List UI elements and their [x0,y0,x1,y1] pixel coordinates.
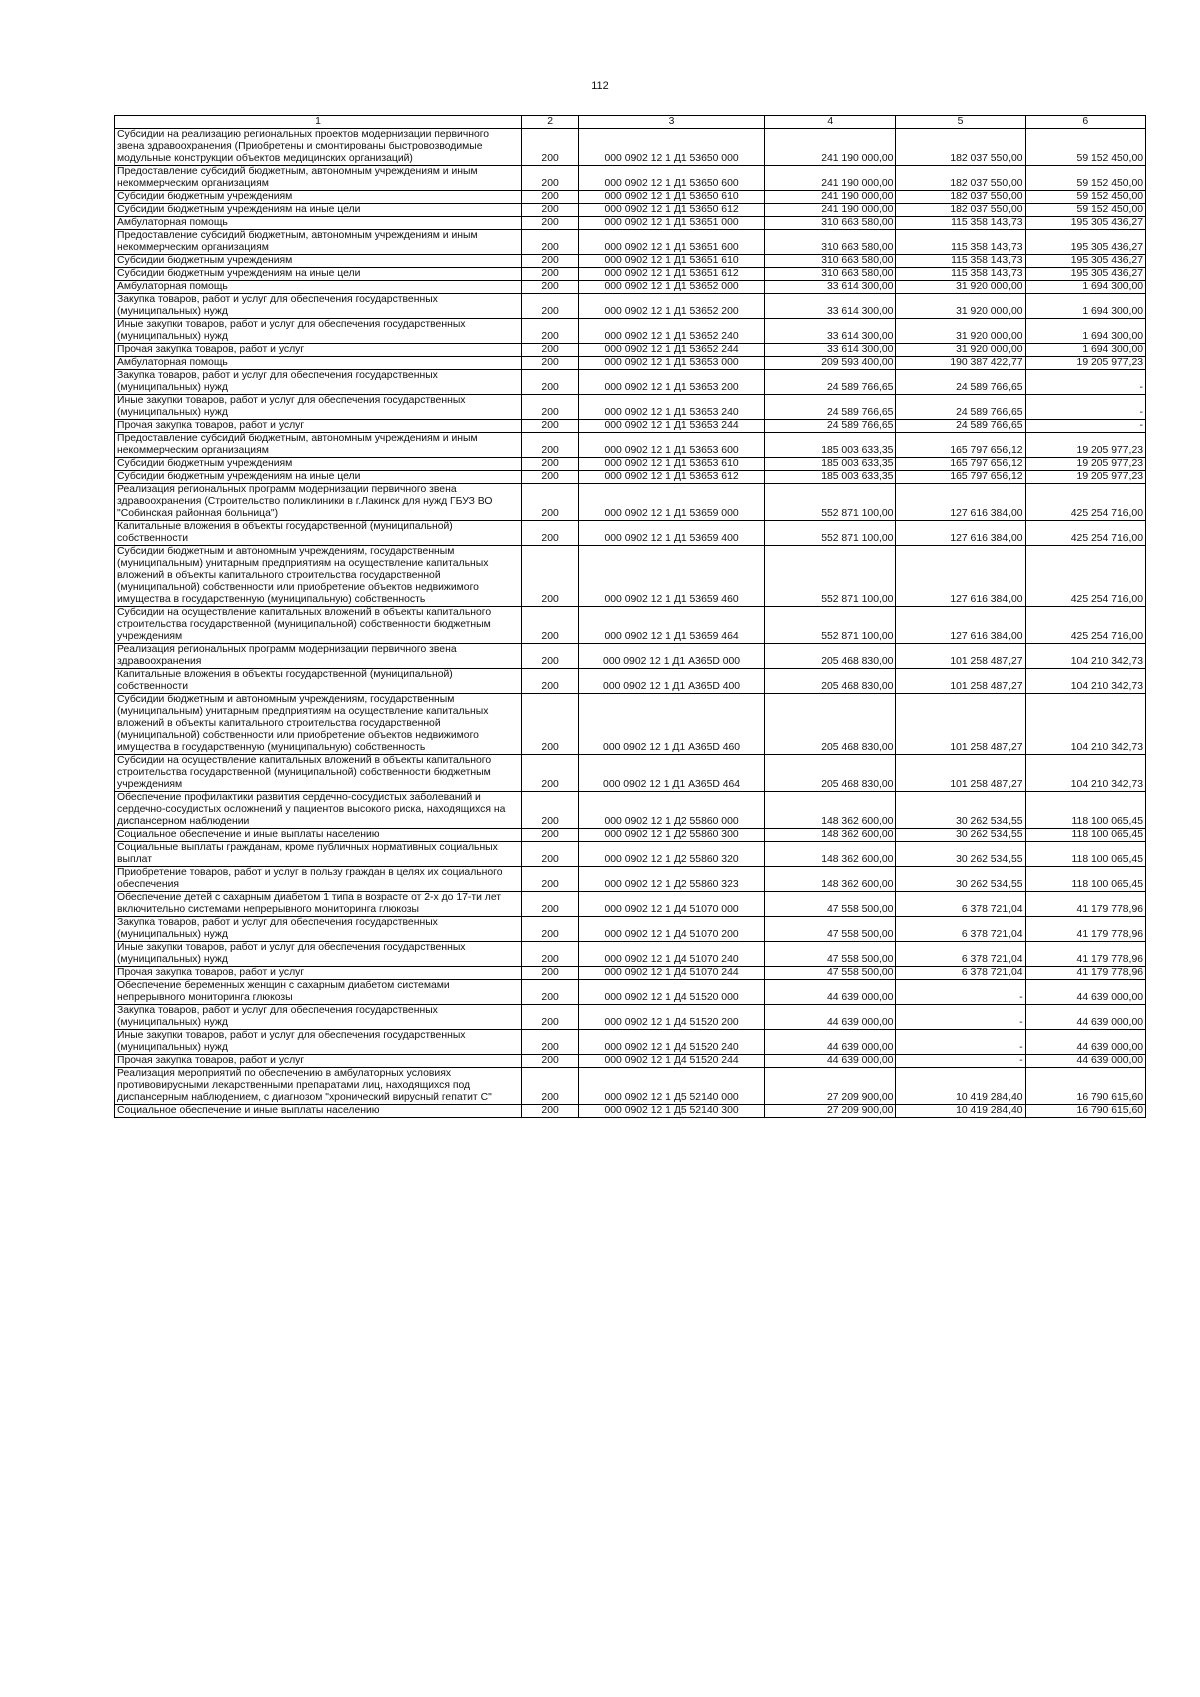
admin-code-cell: 200 [522,471,579,484]
column-header: 5 [896,116,1025,129]
unexecuted-amount-cell: 195 305 436,27 [1025,230,1145,255]
classification-code-cell: 000 0902 12 1 Д4 51520 200 [579,1005,765,1030]
assigned-amount-cell: 24 589 766,65 [765,420,896,433]
table-row [115,281,1146,294]
table-row [115,1005,1146,1030]
classification-code-cell: 000 0902 12 1 Д1 53650 610 [579,191,765,204]
classification-code-cell: 000 0902 12 1 Д1 53650 600 [579,166,765,191]
admin-code-cell: 200 [522,917,579,942]
assigned-amount-cell: 148 362 600,00 [765,842,896,867]
assigned-amount-cell: 33 614 300,00 [765,281,896,294]
unexecuted-amount-cell: 104 210 342,73 [1025,755,1145,792]
admin-code-cell: 200 [522,370,579,395]
unexecuted-amount-cell: 41 179 778,96 [1025,917,1145,942]
row-name-cell: Социальное обеспечение и иные выплаты населению [115,829,522,842]
executed-amount-cell: 101 258 487,27 [896,755,1025,792]
classification-code-cell: 000 0902 12 1 Д2 55860 323 [579,867,765,892]
table-row [115,166,1146,191]
row-name-cell: Предоставление субсидий бюджетным, автономным учреждениям и иным некоммерческим организациям [115,433,522,458]
executed-amount-cell: - [896,1005,1025,1030]
admin-code-cell: 200 [522,755,579,792]
unexecuted-amount-cell: 59 152 450,00 [1025,191,1145,204]
unexecuted-amount-cell: 59 152 450,00 [1025,166,1145,191]
unexecuted-amount-cell: 19 205 977,23 [1025,458,1145,471]
unexecuted-amount-cell: 44 639 000,00 [1025,1055,1145,1068]
classification-code-cell: 000 0902 12 1 Д1 А365D 400 [579,669,765,694]
classification-code-cell: 000 0902 12 1 Д1 А365D 460 [579,694,765,755]
unexecuted-amount-cell: 104 210 342,73 [1025,694,1145,755]
table-row [115,420,1146,433]
executed-amount-cell: 127 616 384,00 [896,546,1025,607]
unexecuted-amount-cell: 118 100 065,45 [1025,792,1145,829]
classification-code-cell: 000 0902 12 1 Д2 55860 300 [579,829,765,842]
classification-code-cell: 000 0902 12 1 Д1 53659 464 [579,607,765,644]
classification-code-cell: 000 0902 12 1 Д1 53651 612 [579,268,765,281]
assigned-amount-cell: 47 558 500,00 [765,942,896,967]
row-name-cell: Обеспечение беременных женщин с сахарным диабетом системами непрерывного мониторинга глюкозы [115,980,522,1005]
executed-amount-cell: 10 419 284,40 [896,1068,1025,1105]
unexecuted-amount-cell: 195 305 436,27 [1025,255,1145,268]
row-name-cell: Субсидии бюджетным учреждениям на иные цели [115,204,522,217]
row-name-cell: Иные закупки товаров, работ и услуг для обеспечения государственных (муниципальных) нужд [115,1030,522,1055]
admin-code-cell: 200 [522,395,579,420]
executed-amount-cell: 30 262 534,55 [896,792,1025,829]
row-name-cell: Субсидии бюджетным учреждениям [115,191,522,204]
assigned-amount-cell: 185 003 633,35 [765,458,896,471]
table-row [115,867,1146,892]
executed-amount-cell: 165 797 656,12 [896,471,1025,484]
classification-code-cell: 000 0902 12 1 Д2 55860 000 [579,792,765,829]
admin-code-cell: 200 [522,1055,579,1068]
executed-amount-cell: 182 037 550,00 [896,166,1025,191]
classification-code-cell: 000 0902 12 1 Д1 53651 600 [579,230,765,255]
admin-code-cell: 200 [522,319,579,344]
classification-code-cell: 000 0902 12 1 Д1 53651 610 [579,255,765,268]
table-row [115,344,1146,357]
classification-code-cell: 000 0902 12 1 Д1 53653 000 [579,357,765,370]
row-name-cell: Прочая закупка товаров, работ и услуг [115,344,522,357]
unexecuted-amount-cell: 41 179 778,96 [1025,942,1145,967]
unexecuted-amount-cell: 59 152 450,00 [1025,129,1145,166]
table-row [115,294,1146,319]
admin-code-cell: 200 [522,842,579,867]
table-row [115,1030,1146,1055]
row-name-cell: Социальное обеспечение и иные выплаты населению [115,1105,522,1118]
executed-amount-cell: 182 037 550,00 [896,129,1025,166]
column-header: 6 [1025,116,1145,129]
assigned-amount-cell: 310 663 580,00 [765,268,896,281]
row-name-cell: Субсидии бюджетным учреждениям [115,458,522,471]
assigned-amount-cell: 241 190 000,00 [765,204,896,217]
unexecuted-amount-cell: 1 694 300,00 [1025,319,1145,344]
table-row [115,268,1146,281]
unexecuted-amount-cell: 1 694 300,00 [1025,344,1145,357]
unexecuted-amount-cell: 118 100 065,45 [1025,829,1145,842]
row-name-cell: Реализация региональных программ модернизации первичного звена здравоохранения (Строительство поликлиники в г.Лакинск для нужд ГБУЗ ВО "Собинская районная больница") [115,484,522,521]
row-name-cell: Реализация мероприятий по обеспечению в амбулаторных условиях противовирусными лекарственными препаратами лиц, находящихся под диспансерным наблюдением, с диагнозом "хронический вирусный гепатит С" [115,1068,522,1105]
admin-code-cell: 200 [522,546,579,607]
classification-code-cell: 000 0902 12 1 Д1 53653 244 [579,420,765,433]
table-row [115,370,1146,395]
table-row [115,521,1146,546]
table-row [115,967,1146,980]
executed-amount-cell: 101 258 487,27 [896,694,1025,755]
admin-code-cell: 200 [522,268,579,281]
assigned-amount-cell: 552 871 100,00 [765,521,896,546]
unexecuted-amount-cell: - [1025,420,1145,433]
table-row [115,917,1146,942]
executed-amount-cell: 182 037 550,00 [896,191,1025,204]
row-name-cell: Иные закупки товаров, работ и услуг для обеспечения государственных (муниципальных) нужд [115,319,522,344]
classification-code-cell: 000 0902 12 1 Д1 53650 612 [579,204,765,217]
assigned-amount-cell: 44 639 000,00 [765,1030,896,1055]
assigned-amount-cell: 44 639 000,00 [765,1055,896,1068]
admin-code-cell: 200 [522,892,579,917]
row-name-cell: Реализация региональных программ модернизации первичного звена здравоохранения [115,644,522,669]
unexecuted-amount-cell: 41 179 778,96 [1025,967,1145,980]
row-name-cell: Субсидии на осуществление капитальных вложений в объекты капитального строительства государственной (муниципальной) собственности бюджетным учреждениям [115,755,522,792]
unexecuted-amount-cell: 16 790 615,60 [1025,1068,1145,1105]
table-row [115,980,1146,1005]
row-name-cell: Иные закупки товаров, работ и услуг для обеспечения государственных (муниципальных) нужд [115,942,522,967]
table-row [115,546,1146,607]
admin-code-cell: 200 [522,230,579,255]
executed-amount-cell: 127 616 384,00 [896,607,1025,644]
row-name-cell: Капитальные вложения в объекты государственной (муниципальной) собственности [115,521,522,546]
row-name-cell: Субсидии бюджетным и автономным учреждениям, государственным (муниципальным) унитарным предприятиям на осуществление капитальных вложений в объекты капитального строительства государственной (муниципальной) собственности или приобретение объектов недвижимого имущества в государственную (муниципальную) собственность [115,546,522,607]
table-row [115,669,1146,694]
classification-code-cell: 000 0902 12 1 Д1 53653 240 [579,395,765,420]
admin-code-cell: 200 [522,484,579,521]
assigned-amount-cell: 241 190 000,00 [765,166,896,191]
table-row [115,842,1146,867]
table-row [115,694,1146,755]
assigned-amount-cell: 24 589 766,65 [765,395,896,420]
table-row [115,217,1146,230]
admin-code-cell: 200 [522,867,579,892]
assigned-amount-cell: 148 362 600,00 [765,829,896,842]
admin-code-cell: 200 [522,942,579,967]
classification-code-cell: 000 0902 12 1 Д4 51070 244 [579,967,765,980]
executed-amount-cell: 31 920 000,00 [896,344,1025,357]
executed-amount-cell: 24 589 766,65 [896,395,1025,420]
row-name-cell: Субсидии бюджетным учреждениям на иные цели [115,471,522,484]
unexecuted-amount-cell: 1 694 300,00 [1025,294,1145,319]
table-row [115,792,1146,829]
admin-code-cell: 200 [522,607,579,644]
classification-code-cell: 000 0902 12 1 Д1 А365D 000 [579,644,765,669]
executed-amount-cell: 10 419 284,40 [896,1105,1025,1118]
unexecuted-amount-cell: 1 694 300,00 [1025,281,1145,294]
admin-code-cell: 200 [522,420,579,433]
admin-code-cell: 200 [522,166,579,191]
table-row [115,1068,1146,1105]
assigned-amount-cell: 47 558 500,00 [765,892,896,917]
assigned-amount-cell: 205 468 830,00 [765,644,896,669]
executed-amount-cell: 6 378 721,04 [896,892,1025,917]
table-row [115,458,1146,471]
admin-code-cell: 200 [522,129,579,166]
page-number: 112 [591,80,609,92]
row-name-cell: Амбулаторная помощь [115,281,522,294]
admin-code-cell: 200 [522,433,579,458]
unexecuted-amount-cell: - [1025,395,1145,420]
assigned-amount-cell: 185 003 633,35 [765,433,896,458]
table-row [115,892,1146,917]
executed-amount-cell: 165 797 656,12 [896,458,1025,471]
row-name-cell: Приобретение товаров, работ и услуг в пользу граждан в целях их социального обеспечения [115,867,522,892]
assigned-amount-cell: 27 209 900,00 [765,1105,896,1118]
unexecuted-amount-cell: - [1025,370,1145,395]
table-row [115,829,1146,842]
assigned-amount-cell: 310 663 580,00 [765,217,896,230]
assigned-amount-cell: 205 468 830,00 [765,694,896,755]
classification-code-cell: 000 0902 12 1 Д4 51520 244 [579,1055,765,1068]
executed-amount-cell: 30 262 534,55 [896,829,1025,842]
admin-code-cell: 200 [522,255,579,268]
column-number-header-row [115,116,1146,129]
admin-code-cell: 200 [522,521,579,546]
unexecuted-amount-cell: 19 205 977,23 [1025,357,1145,370]
executed-amount-cell: 115 358 143,73 [896,268,1025,281]
table-row [115,755,1146,792]
assigned-amount-cell: 24 589 766,65 [765,370,896,395]
row-name-cell: Субсидии на осуществление капитальных вложений в объекты капитального строительства государственной (муниципальной) собственности бюджетным учреждениям [115,607,522,644]
classification-code-cell: 000 0902 12 1 Д1 53650 000 [579,129,765,166]
table-row [115,230,1146,255]
admin-code-cell: 200 [522,792,579,829]
row-name-cell: Амбулаторная помощь [115,217,522,230]
executed-amount-cell: 6 378 721,04 [896,917,1025,942]
unexecuted-amount-cell: 16 790 615,60 [1025,1105,1145,1118]
executed-amount-cell: 24 589 766,65 [896,420,1025,433]
classification-code-cell: 000 0902 12 1 Д1 53653 600 [579,433,765,458]
classification-code-cell: 000 0902 12 1 Д5 52140 000 [579,1068,765,1105]
admin-code-cell: 200 [522,281,579,294]
classification-code-cell: 000 0902 12 1 Д1 53651 000 [579,217,765,230]
table-row [115,644,1146,669]
assigned-amount-cell: 33 614 300,00 [765,294,896,319]
assigned-amount-cell: 209 593 400,00 [765,357,896,370]
assigned-amount-cell: 185 003 633,35 [765,471,896,484]
classification-code-cell: 000 0902 12 1 Д1 53652 244 [579,344,765,357]
executed-amount-cell: 31 920 000,00 [896,319,1025,344]
executed-amount-cell: 101 258 487,27 [896,669,1025,694]
row-name-cell: Субсидии на реализацию региональных проектов модернизации первичного звена здравоохранения (Приобретены и смонтированы быстровозводимые модульные конструкции объектов медицинских организаций) [115,129,522,166]
executed-amount-cell: 6 378 721,04 [896,967,1025,980]
admin-code-cell: 200 [522,1030,579,1055]
row-name-cell: Субсидии бюджетным учреждениям [115,255,522,268]
executed-amount-cell: 31 920 000,00 [896,294,1025,319]
row-name-cell: Прочая закупка товаров, работ и услуг [115,967,522,980]
admin-code-cell: 200 [522,644,579,669]
table-row [115,357,1146,370]
classification-code-cell: 000 0902 12 1 Д1 53659 000 [579,484,765,521]
column-header: 2 [522,116,579,129]
executed-amount-cell: 30 262 534,55 [896,867,1025,892]
row-name-cell: Прочая закупка товаров, работ и услуг [115,420,522,433]
table-row [115,395,1146,420]
assigned-amount-cell: 205 468 830,00 [765,669,896,694]
column-header: 1 [115,116,522,129]
assigned-amount-cell: 47 558 500,00 [765,917,896,942]
table-row [115,433,1146,458]
assigned-amount-cell: 241 190 000,00 [765,191,896,204]
executed-amount-cell: 115 358 143,73 [896,255,1025,268]
unexecuted-amount-cell: 195 305 436,27 [1025,268,1145,281]
table-row [115,319,1146,344]
row-name-cell: Закупка товаров, работ и услуг для обеспечения государственных (муниципальных) нужд [115,294,522,319]
admin-code-cell: 200 [522,1105,579,1118]
row-name-cell: Обеспечение детей с сахарным диабетом 1 типа в возрасте от 2-х до 17-ти лет включительно системами непрерывного мониторинга глюкозы [115,892,522,917]
admin-code-cell: 200 [522,669,579,694]
classification-code-cell: 000 0902 12 1 Д1 53652 240 [579,319,765,344]
column-header: 3 [579,116,765,129]
unexecuted-amount-cell: 195 305 436,27 [1025,217,1145,230]
classification-code-cell: 000 0902 12 1 Д1 53652 000 [579,281,765,294]
unexecuted-amount-cell: 44 639 000,00 [1025,1005,1145,1030]
unexecuted-amount-cell: 425 254 716,00 [1025,546,1145,607]
row-name-cell: Предоставление субсидий бюджетным, автономным учреждениям и иным некоммерческим организациям [115,166,522,191]
row-name-cell: Предоставление субсидий бюджетным, автономным учреждениям и иным некоммерческим организациям [115,230,522,255]
admin-code-cell: 200 [522,1005,579,1030]
row-name-cell: Прочая закупка товаров, работ и услуг [115,1055,522,1068]
row-name-cell: Закупка товаров, работ и услуг для обеспечения государственных (муниципальных) нужд [115,370,522,395]
row-name-cell: Иные закупки товаров, работ и услуг для обеспечения государственных (муниципальных) нужд [115,395,522,420]
classification-code-cell: 000 0902 12 1 Д4 51520 000 [579,980,765,1005]
budget-execution-table [114,115,1146,1118]
executed-amount-cell: 115 358 143,73 [896,217,1025,230]
assigned-amount-cell: 27 209 900,00 [765,1068,896,1105]
assigned-amount-cell: 310 663 580,00 [765,255,896,268]
executed-amount-cell: 127 616 384,00 [896,484,1025,521]
unexecuted-amount-cell: 44 639 000,00 [1025,1030,1145,1055]
executed-amount-cell: 115 358 143,73 [896,230,1025,255]
assigned-amount-cell: 148 362 600,00 [765,867,896,892]
table-row [115,1055,1146,1068]
admin-code-cell: 200 [522,191,579,204]
executed-amount-cell: 182 037 550,00 [896,204,1025,217]
admin-code-cell: 200 [522,204,579,217]
unexecuted-amount-cell: 104 210 342,73 [1025,669,1145,694]
executed-amount-cell: 31 920 000,00 [896,281,1025,294]
executed-amount-cell: 24 589 766,65 [896,370,1025,395]
classification-code-cell: 000 0902 12 1 Д1 53653 610 [579,458,765,471]
column-header: 4 [765,116,896,129]
admin-code-cell: 200 [522,357,579,370]
unexecuted-amount-cell: 59 152 450,00 [1025,204,1145,217]
unexecuted-amount-cell: 425 254 716,00 [1025,607,1145,644]
admin-code-cell: 200 [522,694,579,755]
assigned-amount-cell: 205 468 830,00 [765,755,896,792]
executed-amount-cell: 190 387 422,77 [896,357,1025,370]
admin-code-cell: 200 [522,294,579,319]
admin-code-cell: 200 [522,344,579,357]
executed-amount-cell: - [896,1030,1025,1055]
classification-code-cell: 000 0902 12 1 Д1 53653 200 [579,370,765,395]
executed-amount-cell: 6 378 721,04 [896,942,1025,967]
classification-code-cell: 000 0902 12 1 Д4 51070 000 [579,892,765,917]
unexecuted-amount-cell: 19 205 977,23 [1025,433,1145,458]
classification-code-cell: 000 0902 12 1 Д1 53659 460 [579,546,765,607]
row-name-cell: Амбулаторная помощь [115,357,522,370]
admin-code-cell: 200 [522,217,579,230]
table-row [115,1105,1146,1118]
table-row [115,942,1146,967]
executed-amount-cell: 30 262 534,55 [896,842,1025,867]
executed-amount-cell: 101 258 487,27 [896,644,1025,669]
assigned-amount-cell: 44 639 000,00 [765,1005,896,1030]
assigned-amount-cell: 148 362 600,00 [765,792,896,829]
admin-code-cell: 200 [522,980,579,1005]
unexecuted-amount-cell: 41 179 778,96 [1025,892,1145,917]
table-row [115,607,1146,644]
table-row [115,129,1146,166]
classification-code-cell: 000 0902 12 1 Д4 51520 240 [579,1030,765,1055]
classification-code-cell: 000 0902 12 1 Д4 51070 200 [579,917,765,942]
row-name-cell: Закупка товаров, работ и услуг для обеспечения государственных (муниципальных) нужд [115,1005,522,1030]
assigned-amount-cell: 552 871 100,00 [765,546,896,607]
assigned-amount-cell: 241 190 000,00 [765,129,896,166]
unexecuted-amount-cell: 44 639 000,00 [1025,980,1145,1005]
classification-code-cell: 000 0902 12 1 Д1 53659 400 [579,521,765,546]
admin-code-cell: 200 [522,1068,579,1105]
assigned-amount-cell: 33 614 300,00 [765,344,896,357]
row-name-cell: Социальные выплаты гражданам, кроме публичных нормативных социальных выплат [115,842,522,867]
admin-code-cell: 200 [522,829,579,842]
table-row [115,484,1146,521]
table-row [115,471,1146,484]
row-name-cell: Закупка товаров, работ и услуг для обеспечения государственных (муниципальных) нужд [115,917,522,942]
unexecuted-amount-cell: 425 254 716,00 [1025,484,1145,521]
unexecuted-amount-cell: 104 210 342,73 [1025,644,1145,669]
admin-code-cell: 200 [522,458,579,471]
unexecuted-amount-cell: 19 205 977,23 [1025,471,1145,484]
classification-code-cell: 000 0902 12 1 Д5 52140 300 [579,1105,765,1118]
row-name-cell: Капитальные вложения в объекты государственной (муниципальной) собственности [115,669,522,694]
classification-code-cell: 000 0902 12 1 Д1 53652 200 [579,294,765,319]
classification-code-cell: 000 0902 12 1 Д4 51070 240 [579,942,765,967]
unexecuted-amount-cell: 118 100 065,45 [1025,842,1145,867]
table-row [115,204,1146,217]
row-name-cell: Субсидии бюджетным и автономным учреждениям, государственным (муниципальным) унитарным предприятиям на осуществление капитальных вложений в объекты капитального строительства государственной (муниципальной) собственности или приобретение объектов недвижимого имущества в государственную (муниципальную) собственность [115,694,522,755]
table-row [115,255,1146,268]
classification-code-cell: 000 0902 12 1 Д2 55860 320 [579,842,765,867]
unexecuted-amount-cell: 425 254 716,00 [1025,521,1145,546]
table-row [115,191,1146,204]
row-name-cell: Субсидии бюджетным учреждениям на иные цели [115,268,522,281]
admin-code-cell: 200 [522,967,579,980]
executed-amount-cell: 127 616 384,00 [896,521,1025,546]
assigned-amount-cell: 44 639 000,00 [765,980,896,1005]
assigned-amount-cell: 552 871 100,00 [765,484,896,521]
unexecuted-amount-cell: 118 100 065,45 [1025,867,1145,892]
classification-code-cell: 000 0902 12 1 Д1 53653 612 [579,471,765,484]
assigned-amount-cell: 310 663 580,00 [765,230,896,255]
assigned-amount-cell: 47 558 500,00 [765,967,896,980]
executed-amount-cell: 165 797 656,12 [896,433,1025,458]
classification-code-cell: 000 0902 12 1 Д1 А365D 464 [579,755,765,792]
row-name-cell: Обеспечение профилактики развития сердечно-сосудистых заболеваний и сердечно-сосудистых осложнений у пациентов высокого риска, находящихся на диспансерном наблюдении [115,792,522,829]
assigned-amount-cell: 552 871 100,00 [765,607,896,644]
executed-amount-cell: - [896,1055,1025,1068]
assigned-amount-cell: 33 614 300,00 [765,319,896,344]
executed-amount-cell: - [896,980,1025,1005]
